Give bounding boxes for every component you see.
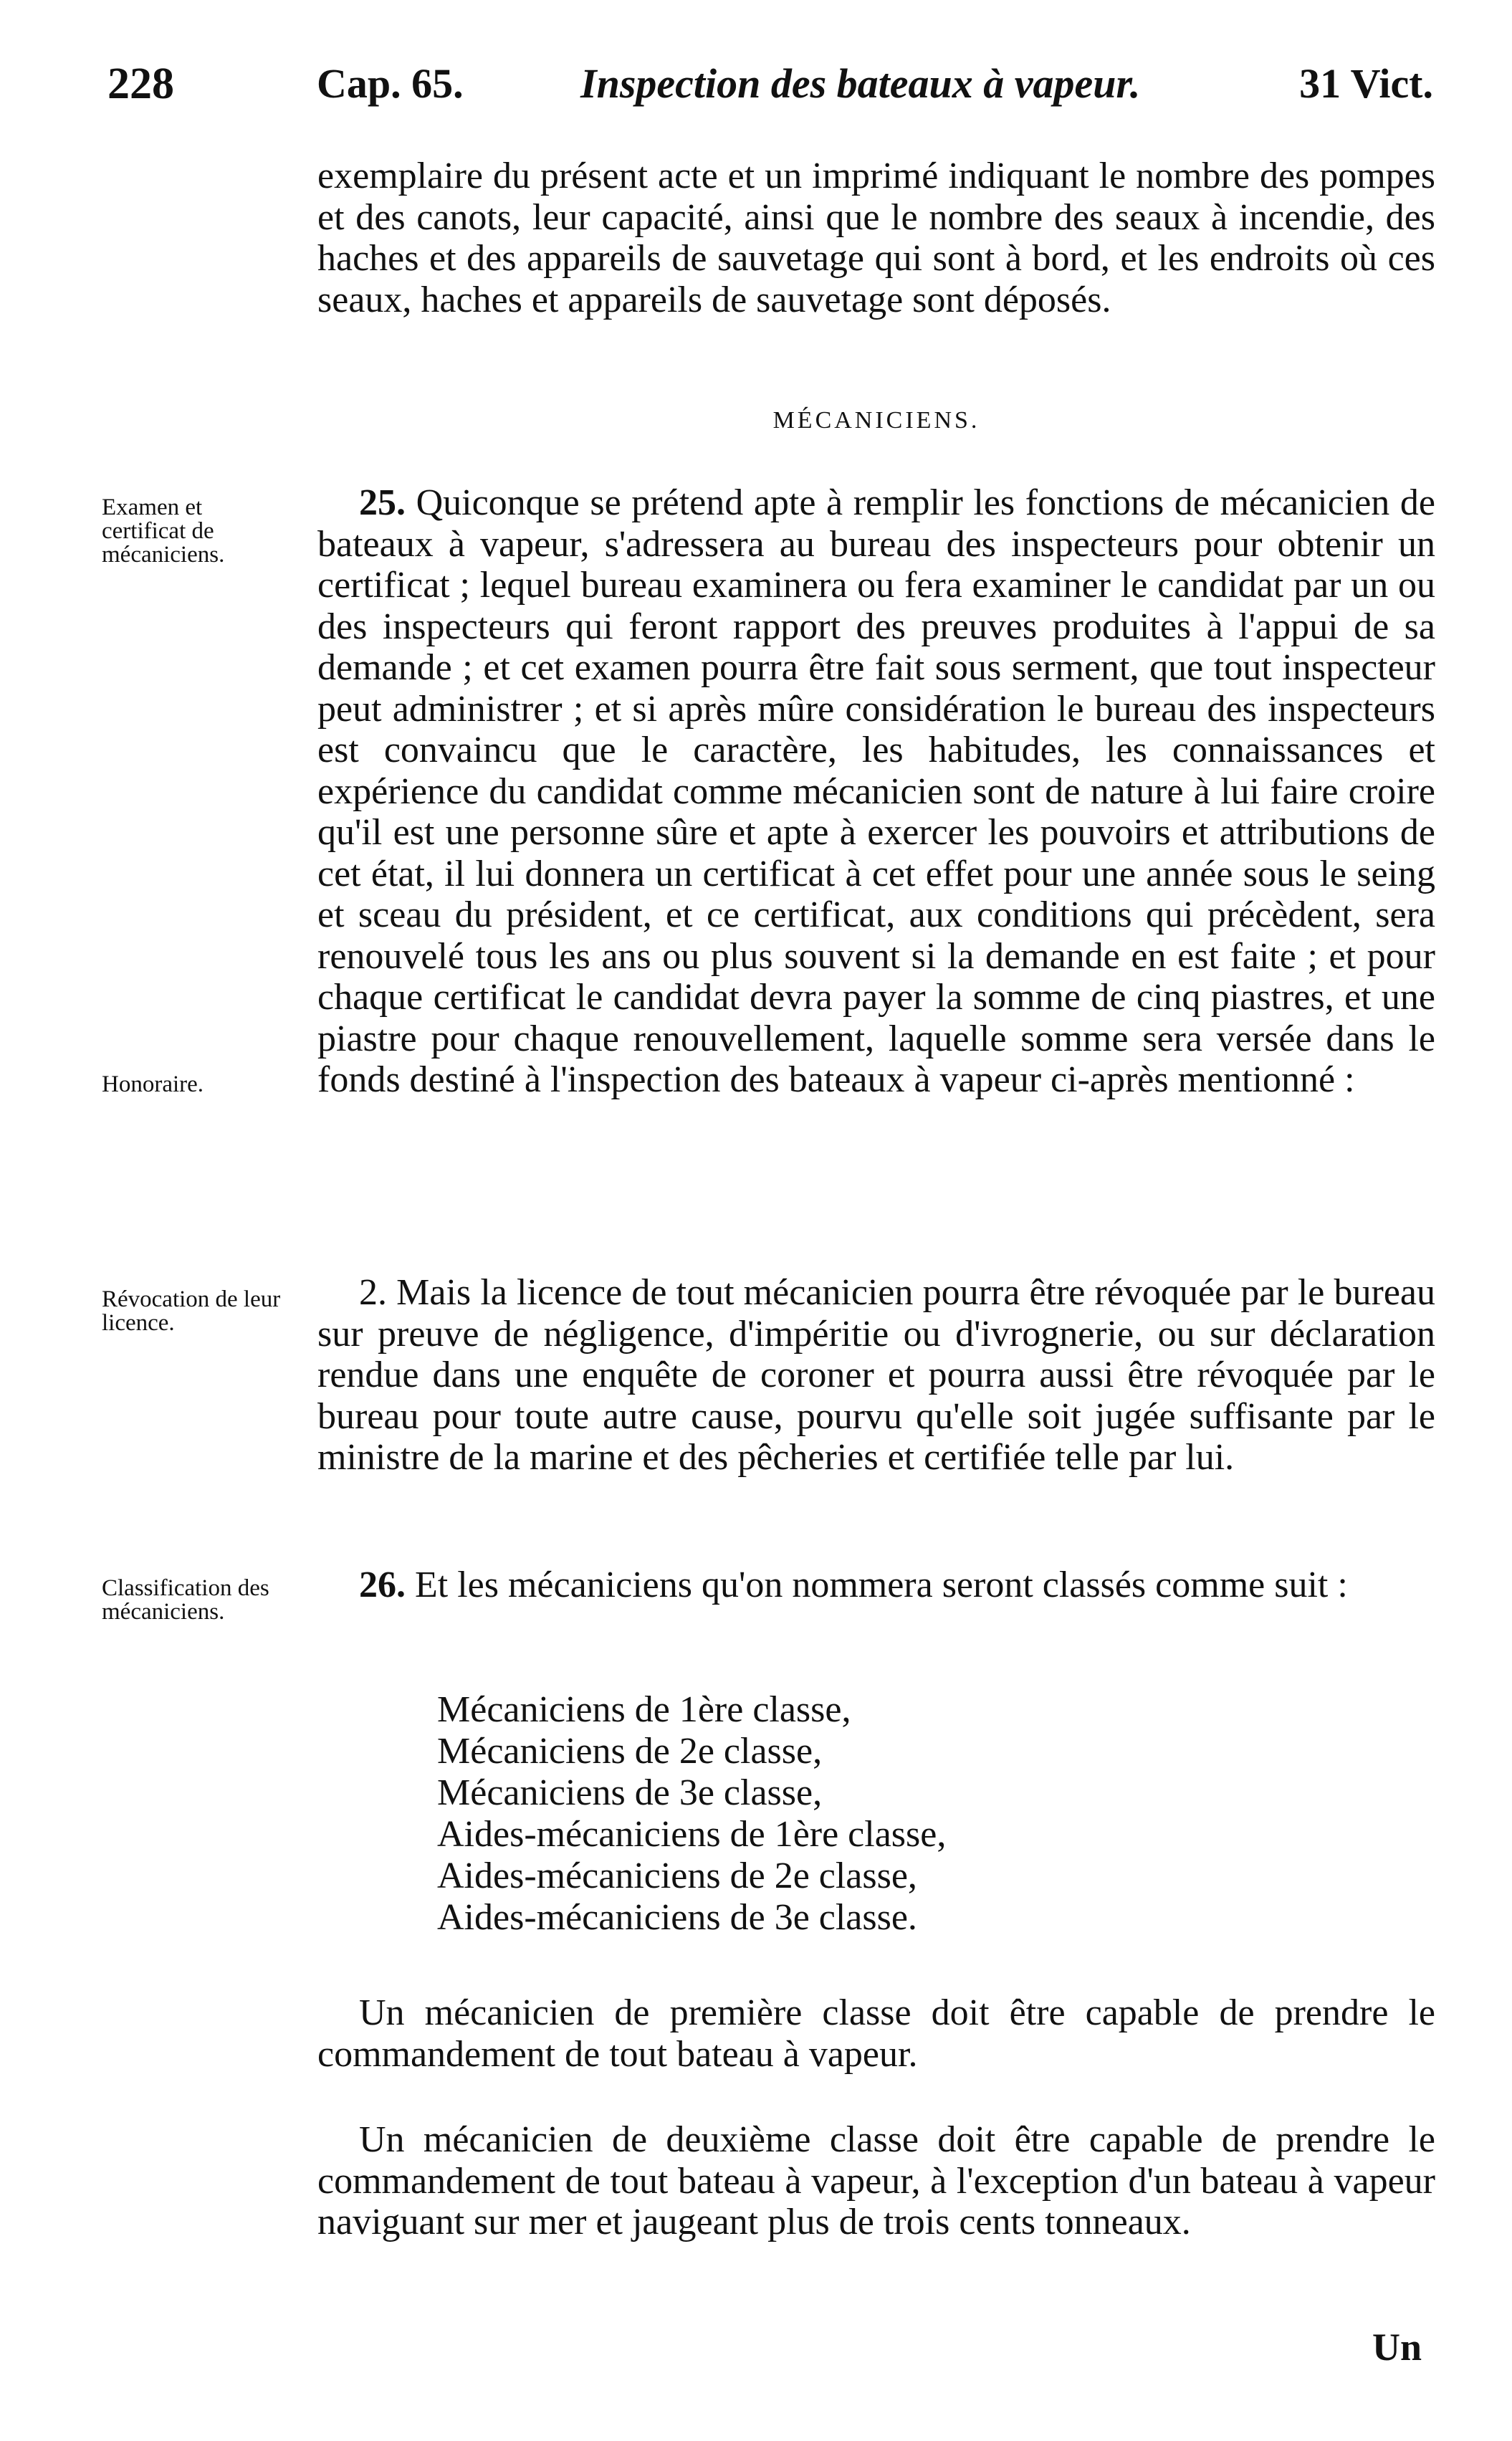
section-26-text: Et les mécaniciens qu'on nommera seront classés comme suit : [406, 1565, 1348, 1605]
second-class-paragraph: Un mécanicien de deuxième classe doit être capable de prendre le commandement de tout bateau à vapeur, à l'exception d'un bateau à vapeur naviguant sur mer et jaugeant plus de trois cents tonneaux. [317, 2119, 1435, 2242]
subsection-2-number: 2. [359, 1272, 387, 1313]
list-item: Aides-mécaniciens de 3e classe. [437, 1897, 917, 1938]
section-26-paragraph [317, 1565, 1435, 1606]
section-26-number: 26. [359, 1565, 406, 1605]
chapter-label: Cap. 65. [317, 60, 464, 107]
margin-note-examen: Examen et certificat de mécaniciens. [102, 495, 225, 568]
first-class-paragraph: Un mécanicien de première classe doit être capable de prendre le commandement de tout bateau à vapeur. [317, 1992, 1435, 2075]
section-25-number: 25. [359, 482, 406, 523]
catchword: Un [1372, 2326, 1422, 2369]
list-item: Aides-mécaniciens de 1ère classe, [437, 1814, 947, 1855]
section-25-paragraph [317, 482, 1435, 1101]
subsection-2-text: Mais la licence de tout mécanicien pourra être révoquée par le bureau sur preuve de négligence, d'impéritie ou d'ivrognerie, ou sur déclaration rendue dans une enquête de coroner et pourra aussi être révoquée par le bureau pour toute autre cause, pourvu qu'elle soit jugée suffisante par le ministre de la marine et des pêcheries et certifiée telle par lui. [317, 1272, 1435, 1478]
continuation-paragraph: exemplaire du présent acte et un imprimé indiquant le nombre des pompes et des canots, leur capacité, ainsi que le nombre des seaux à incendie, des haches et des appareils de sauvetage qui sont à bord, et les endroits où ces seaux, haches et appareils de sauvetage sont déposés. [317, 156, 1435, 320]
section-25-text: Quiconque se prétend apte à remplir les fonctions de mécanicien de bateaux à vapeur, s'adressera au bureau des inspecteurs pour obtenir un certificat ; lequel bureau examinera ou fera examiner le candidat par un ou des inspecteurs qui feront rapport des preuves produites à l'appui de sa demande ; et cet examen pourra être fait sous serment, que tout inspecteur peut administrer ; et si après mûre considération le bureau des inspecteurs est convaincu que le caractère, les habitudes, les connaissances et expérience du candidat comme mécanicien sont de nature à lui faire croire qu'il est une personne sûre et apte à exercer les pouvoirs et attributions de cet état, il lui donnera un certificat à cet effet pour une année sous le seing et sceau du président, et ce certificat, aux conditions qui précèdent, sera renouvelé tous les ans ou plus souvent si la demande en est faite ; et pour chaque certificat le candidat devra payer la somme de cinq piastres, et une piastre pour chaque renouvellement, laquelle somme sera versée dans le fonds destiné à l'inspection des bateaux à vapeur ci-après mentionné : [317, 482, 1435, 1100]
engineer-classes-list [437, 1689, 946, 1939]
running-title: Inspection des bateaux à vapeur. [580, 60, 1141, 107]
list-item: Aides-mécaniciens de 2e classe, [437, 1855, 917, 1896]
page-number: 228 [107, 59, 174, 108]
section-25-subsection-2 [317, 1272, 1435, 1479]
margin-note-revocation: Révocation de leur licence. [102, 1286, 281, 1336]
list-item: Mécaniciens de 2e classe, [437, 1731, 823, 1772]
margin-note-classification: Classification des mécaniciens. [102, 1575, 269, 1625]
list-item: Mécaniciens de 3e classe, [437, 1772, 823, 1813]
margin-note-honoraire: Honoraire. [102, 1071, 204, 1097]
section-heading: MÉCANICIENS. [772, 407, 980, 434]
regnal-year: 31 Vict. [1299, 60, 1433, 107]
running-head [107, 52, 1433, 116]
list-item: Mécaniciens de 1ère classe, [437, 1689, 851, 1730]
